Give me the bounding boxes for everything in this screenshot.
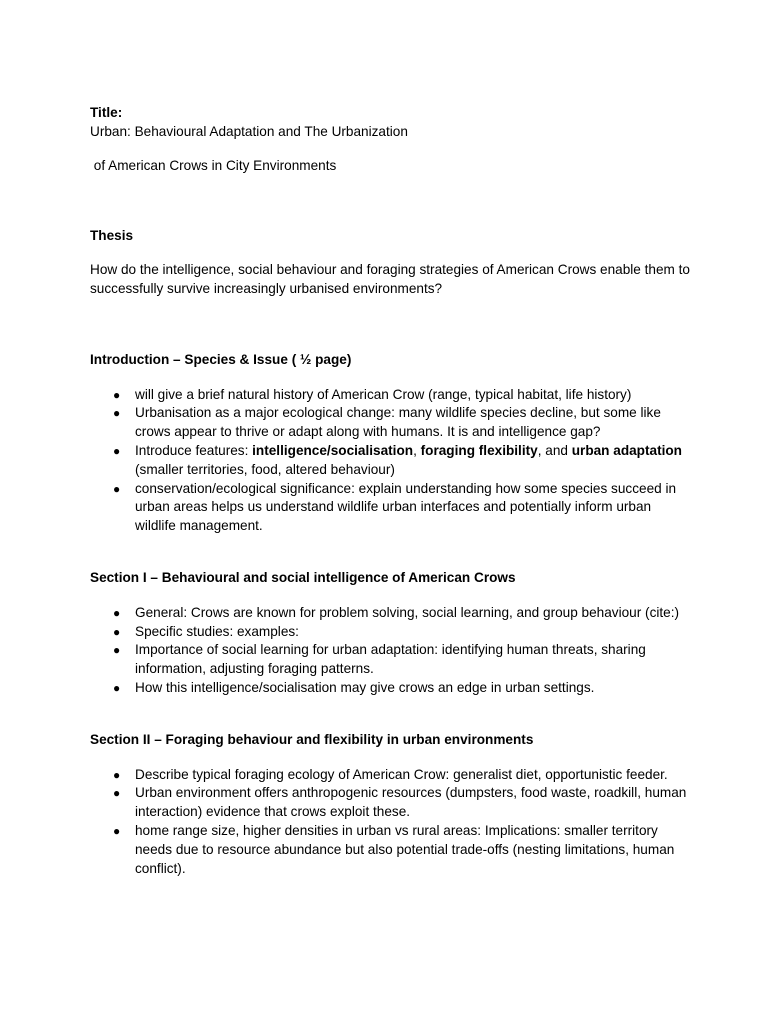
bullet-icon: ● [113, 443, 121, 458]
list-item-text-post: (smaller territories, food, altered behaviour) [135, 461, 395, 477]
list-item [113, 386, 690, 405]
list-item-bold-intelligence: intelligence/socialisation [252, 442, 414, 458]
list-item-text: conservation/ecological significance: explain understanding how some species succeed in urban areas helps us understand wildlife urban interfaces and potentially inform urban wildlife management. [135, 480, 677, 534]
list-item-bold-urban: urban adaptation [571, 442, 682, 458]
introduction-heading: Introduction – Species & Issue ( ½ page) [90, 351, 352, 367]
bullet-icon: ● [113, 406, 121, 421]
bullet-icon: ● [113, 605, 121, 620]
list-item-separator: , and [537, 442, 572, 458]
bullet-icon: ● [113, 786, 121, 801]
bullet-icon: ● [113, 767, 121, 782]
list-item-text: Specific studies: examples: [135, 623, 299, 639]
list-item-separator: , [413, 442, 421, 458]
bullet-icon: ● [113, 680, 121, 695]
list-item [113, 623, 690, 642]
list-item-bold-foraging: foraging flexibility [420, 442, 538, 458]
thesis-text: How do the intelligence, social behaviour and foraging strategies of American Crows enable them to successfully survive increasingly urbanised environments? [90, 262, 690, 296]
thesis-heading: Thesis [90, 228, 134, 244]
title-label: Title: [90, 105, 123, 120]
introduction-list [90, 386, 690, 536]
list-item-text: General: Crows are known for problem solving, social learning, and group behaviour (cite:) [135, 604, 680, 620]
bullet-icon: ● [113, 624, 121, 639]
list-item-text: Importance of social learning for urban adaptation: identifying human threats, sharing information, adjusting foraging patterns. [135, 642, 646, 677]
bullet-icon: ● [113, 643, 121, 658]
bullet-icon: ● [113, 823, 121, 838]
bullet-icon: ● [113, 387, 121, 402]
list-item-text: Urban environment offers anthropogenic resources (dumpsters, food waste, roadkill, human interaction) evidence that crows exploit these. [135, 785, 687, 820]
title-line-1: Urban: Behavioural Adaptation and The Urbanization [90, 123, 408, 139]
document-page [90, 104, 690, 878]
list-item-text: How this intelligence/socialisation may give crows an edge in urban settings. [135, 679, 595, 695]
list-item-text: Urbanisation as a major ecological change: many wildlife species decline, but some like crows appear to thrive or adapt along with humans. It is and intelligence gap? [135, 405, 661, 440]
list-item [113, 442, 690, 480]
list-item [113, 822, 690, 878]
section-1-heading: Section I – Behavioural and social intelligence of American Crows [90, 569, 516, 585]
list-item [113, 404, 690, 442]
title-line-2: of American Crows in City Environments [90, 157, 337, 173]
list-item-text-pre: Introduce features: [135, 442, 253, 458]
list-item [113, 480, 690, 536]
list-item [113, 784, 690, 822]
section-1-list [90, 604, 690, 698]
bullet-icon: ● [113, 481, 121, 496]
list-item-text: will give a brief natural history of American Crow (range, typical habitat, life history) [135, 386, 632, 402]
list-item-text: home range size, higher densities in urban vs rural areas: Implications: smaller territory needs due to resource abundance but also potential trade-offs (nesting limitations, human conflict). [135, 822, 675, 876]
list-item [113, 766, 690, 785]
list-item [113, 679, 690, 698]
list-item [113, 604, 690, 623]
section-2-list [90, 766, 690, 879]
list-item [113, 641, 690, 679]
list-item-text: Describe typical foraging ecology of American Crow: generalist diet, opportunistic feeder. [135, 766, 668, 782]
section-2-heading: Section II – Foraging behaviour and flexibility in urban environments [90, 731, 534, 747]
